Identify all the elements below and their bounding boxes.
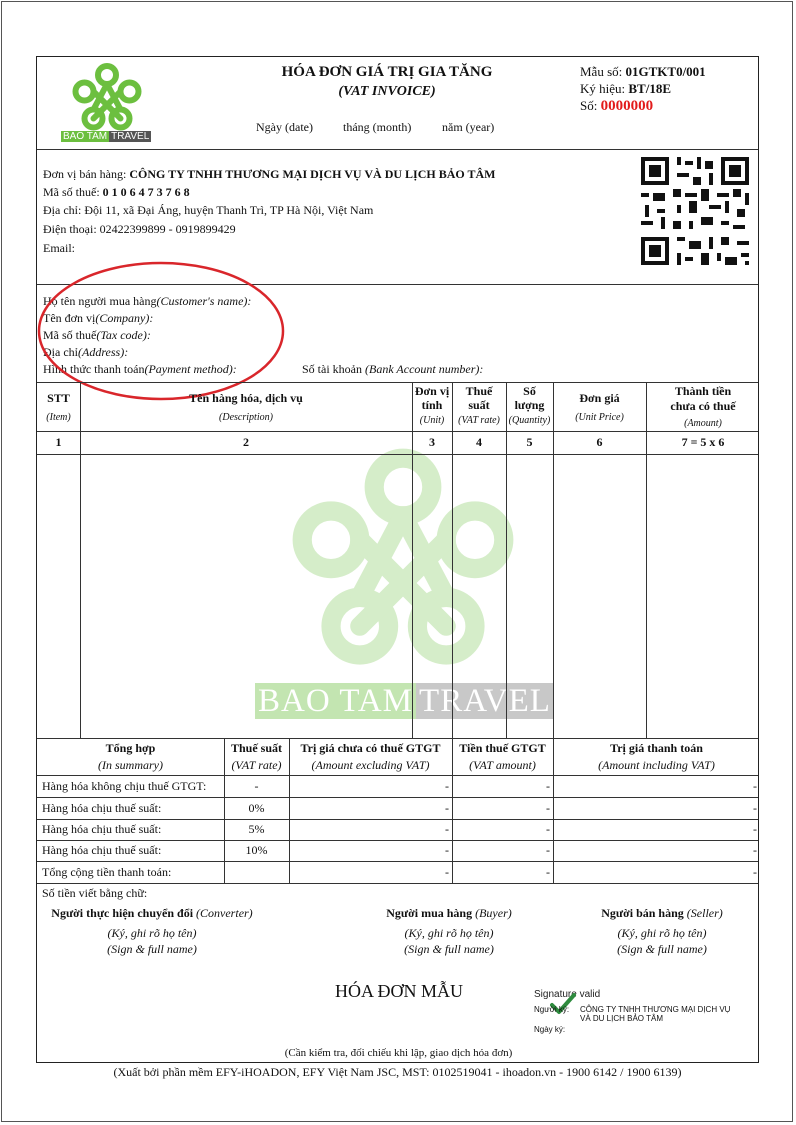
sample-invoice-text: HÓA ĐƠN MẪU (335, 981, 464, 1001)
symbol-label: Ký hiệu: (580, 81, 626, 96)
seller-phone: 02422399899 - 0919899429 (99, 222, 236, 236)
signature-buyer (349, 905, 549, 957)
col-header-unit-price-vi: Đơn giá (579, 391, 620, 405)
amount-in-words-label: Số tiền viết bằng chữ: (42, 886, 148, 900)
summary-row-vat: - (546, 801, 550, 815)
col-header-amount (646, 384, 760, 431)
col-num-quantity: 5 (526, 435, 533, 449)
summary-row-total: - (753, 865, 757, 879)
logo-brand-left: BAO TAM (63, 131, 108, 142)
seller-tax-label: Mã số thuế: (43, 185, 100, 199)
seller-phone-row (43, 222, 236, 237)
col-header-quantity-vi2: lượng (514, 398, 545, 412)
col-header-unit (412, 384, 452, 428)
col-num-item: 1 (55, 435, 62, 449)
summary-row-rate: 5% (248, 822, 265, 836)
col-num-unit: 3 (429, 435, 435, 449)
col-header-item-vi: STT (47, 391, 70, 405)
seller-phone-label: Điện thoại: (43, 222, 97, 236)
summary-row-vat: - (546, 865, 550, 879)
col-header-quantity-vi1: Số (523, 384, 536, 398)
summary-row-rate: 0% (248, 801, 265, 815)
buyer-sign-title: Người mua hàng (386, 906, 473, 920)
invoice-number (580, 98, 653, 115)
col-header-item (37, 387, 80, 423)
col-header-vat-rate-vi2: suất (468, 398, 490, 412)
summary-header-rate-en: (VAT rate) (231, 758, 282, 772)
summary-header-label-vi: Tổng hợp (105, 741, 156, 755)
seller-address-row (43, 203, 373, 218)
summary-header-label (37, 740, 224, 774)
seller-name-row (43, 167, 496, 182)
number-label: Số: (580, 98, 598, 113)
signer-name-line1: CÔNG TY TNHH THƯƠNG MẠI DỊCH VỤ (580, 1005, 731, 1014)
summary-row-label: Hàng hóa chịu thuế suất: (42, 822, 162, 836)
buyer-bank-en: (Bank Account number): (365, 362, 484, 376)
summary-header-total-vi: Trị giá thanh toán (610, 741, 703, 755)
number-value: 0000000 (600, 98, 654, 114)
signer-label: Người ký: (534, 1005, 570, 1014)
summary-row-total: - (753, 779, 757, 793)
buyer-company-label: Tên đơn vị (43, 311, 96, 325)
watermark-brand (255, 677, 554, 725)
summary-row-label: Hàng hóa không chịu thuế GTGT: (42, 779, 207, 793)
check-note: (Cần kiểm tra, đối chiếu khi lập, giao dịch hóa đơn) (284, 1047, 513, 1059)
col-num-unit-price: 6 (596, 435, 603, 449)
col-header-unit-vi1: Đơn vị (414, 384, 450, 398)
col-header-description-vi: Tên hàng hóa, dịch vụ (189, 391, 303, 405)
invoice-symbol (580, 81, 671, 97)
form-label: Mẫu số: (580, 64, 623, 79)
buyer-bank-label: Số tài khoản (302, 362, 362, 376)
date-month: tháng (month) (343, 120, 412, 134)
summary-row-amount: - (445, 801, 449, 815)
summary-row-label: Tổng cộng tiền thanh toán: (42, 865, 172, 879)
col-header-quantity (506, 384, 553, 428)
seller-tax-row (43, 185, 193, 200)
company-logo (61, 57, 153, 147)
summary-row (37, 840, 760, 861)
date-day: Ngày (date) (256, 120, 313, 134)
converter-title: Người thực hiện chuyển đổi (51, 906, 194, 920)
summary-row (37, 775, 760, 797)
col-header-vat-rate-vi1: Thuế (465, 384, 493, 398)
issued-by-footer: (Xuất bởi phần mềm EFY-iHOADON, EFY Việt Nam JSC, MST: 0102519041 - ihoadon.vn - 1900 6142 / 1900 6139) (113, 1065, 682, 1079)
summary-row-amount: - (445, 843, 449, 857)
summary-header-vat-en: (VAT amount) (469, 758, 536, 772)
converter-sign-en: (Sign & full name) (107, 942, 197, 956)
col-num-amount: 7 = 5 x 6 (681, 435, 725, 449)
summary-row (37, 797, 760, 819)
buyer-company-en: (Company): (95, 311, 154, 325)
buyer-sign-vi: (Ký, ghi rõ họ tên) (404, 926, 494, 940)
summary-row-rate: - (254, 779, 259, 793)
col-header-amount-vi1: Thành tiền (674, 384, 732, 398)
col-header-vat-rate-en: (VAT rate) (458, 415, 500, 426)
seller-sign-title-en: (Seller) (686, 906, 723, 920)
summary-row (37, 819, 760, 840)
watermark-brand-left: BAO TAM (255, 683, 416, 719)
col-header-quantity-en: (Quantity) (508, 415, 551, 426)
col-header-amount-en: (Amount) (684, 418, 722, 429)
summary-row-total: - (753, 801, 757, 815)
symbol-value: BT/18E (628, 81, 672, 96)
signature-converter (37, 905, 267, 957)
col-header-amount-vi2: chưa có thuế (670, 399, 736, 413)
col-header-unit-en: (Unit) (419, 415, 445, 426)
col-num-vat-rate: 4 (476, 435, 482, 449)
sign-date-label: Ngày ký: (534, 1025, 566, 1034)
summary-header-total (553, 740, 760, 774)
col-header-item-en: (Item) (46, 412, 71, 423)
summary-header-vat-vi: Tiền thuế GTGT (459, 741, 546, 755)
buyer-payment-label: Hình thức thanh toán (43, 362, 145, 376)
summary-header-vat (452, 740, 553, 774)
summary-header-label-en: (In summary) (98, 758, 163, 772)
buyer-name-label: Họ tên người mua hàng (43, 294, 157, 308)
col-header-vat-rate (452, 384, 506, 428)
summary-header-rate (224, 740, 289, 774)
signature-seller (567, 905, 757, 957)
summary-header-amount-en: (Amount excluding VAT) (311, 758, 430, 772)
summary-row-total: - (753, 843, 757, 857)
summary-row-grand-total (37, 861, 760, 883)
seller-address: Đội 11, xã Đại Áng, huyện Thanh Trì, TP Hà Nội, Việt Nam (84, 203, 374, 217)
summary-row-total: - (753, 822, 757, 836)
summary-header-amount-vi: Trị giá chưa có thuế GTGT (300, 741, 441, 755)
summary-row-rate: 10% (245, 843, 268, 857)
col-header-unit-price-en: (Unit Price) (575, 412, 624, 423)
summary-row-amount: - (445, 779, 449, 793)
buyer-name-en: (Customer's name): (156, 294, 252, 308)
summary-row-amount: - (445, 822, 449, 836)
buyer-tax-en: (Tax code): (96, 328, 151, 342)
col-num-description: 2 (243, 435, 249, 449)
summary-row-vat: - (546, 779, 550, 793)
buyer-tax-label: Mã số thuế (43, 328, 97, 342)
seller-name-label: Đơn vị bán hàng: (43, 167, 127, 181)
form-number (580, 64, 706, 80)
buyer-sign-en: (Sign & full name) (404, 942, 494, 956)
col-header-unit-price (553, 387, 646, 423)
watermark-logo-icon (283, 439, 523, 679)
buyer-sign-title-en: (Buyer) (475, 906, 512, 920)
summary-header-total-en: (Amount including VAT) (598, 758, 715, 772)
buyer-address-label: Địa chỉ (43, 345, 78, 359)
summary-header-amount (289, 740, 452, 774)
converter-title-en: (Converter) (196, 906, 253, 920)
buyer-address-en: (Address): (78, 345, 129, 359)
seller-sign-title: Người bán hàng (601, 906, 684, 920)
summary-row-label: Hàng hóa chịu thuế suất: (42, 843, 162, 857)
digital-signature (534, 989, 759, 1039)
summary-row-label: Hàng hóa chịu thuế suất: (42, 801, 162, 815)
seller-sign-en: (Sign & full name) (617, 942, 707, 956)
seller-sign-vi: (Ký, ghi rõ họ tên) (617, 926, 707, 940)
summary-row-vat: - (546, 843, 550, 857)
signature-valid-text: Signature valid (534, 989, 601, 1000)
buyer-bank-row (302, 362, 483, 377)
summary-row-amount: - (445, 865, 449, 879)
logo-brand-right: TRAVEL (111, 131, 150, 142)
logo-brand (61, 129, 151, 145)
summary-row-vat: - (546, 822, 550, 836)
date-year: năm (year) (442, 120, 495, 134)
invoice-title: HÓA ĐƠN GIÁ TRỊ GIA TĂNG (281, 64, 493, 80)
col-header-description (80, 387, 412, 423)
summary-header-rate-vi: Thuế suất (230, 741, 283, 755)
seller-address-label: Địa chỉ: (43, 203, 82, 217)
converter-sign-vi: (Ký, ghi rõ họ tên) (107, 926, 197, 940)
watermark-brand-right: TRAVEL (416, 683, 554, 719)
qr-code-icon (637, 153, 753, 269)
invoice-subtitle: (VAT INVOICE) (338, 84, 436, 99)
seller-tax-code: 0106473768 (102, 185, 193, 199)
col-header-description-en: (Description) (219, 412, 273, 423)
col-header-unit-vi2: tính (421, 398, 443, 412)
signer-name-line2: VÀ DU LỊCH BẢO TÂM (580, 1014, 663, 1023)
form-value: 01GTKT0/001 (625, 64, 706, 79)
invoice-document (36, 56, 759, 1063)
logo-mark-icon (67, 60, 147, 135)
buyer-payment-en: (Payment method): (144, 362, 237, 376)
seller-name: CÔNG TY TNHH THƯƠNG MẠI DỊCH VỤ VÀ DU LỊCH BẢO TÂM (129, 167, 496, 181)
seller-email-label: Email: (43, 241, 75, 255)
